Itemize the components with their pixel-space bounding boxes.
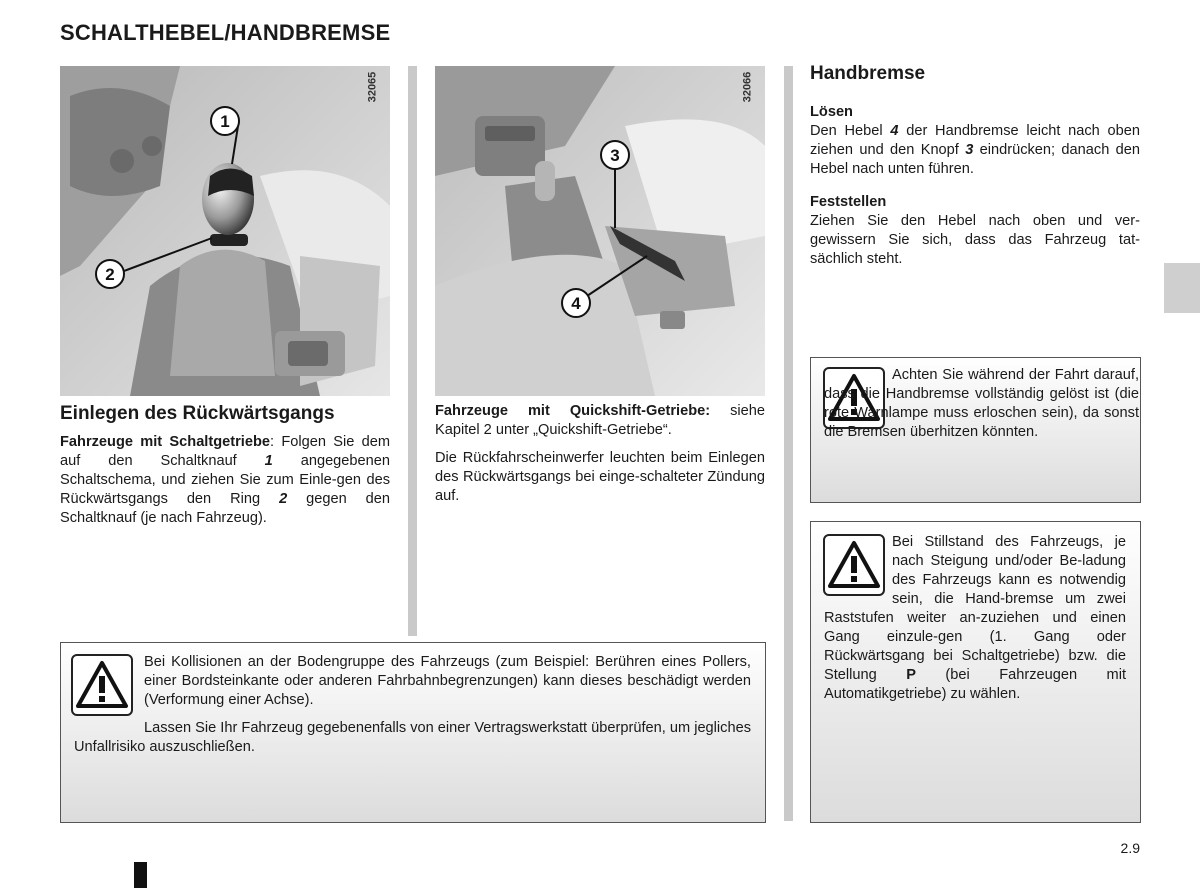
callout-2: 2 [105, 265, 115, 284]
warning-box-driving [810, 357, 1141, 503]
image-code-left: 32065 [366, 71, 379, 103]
ref-button-3: 3 [965, 142, 974, 158]
page-number: 2.9 [1120, 840, 1140, 856]
reverse-gear-heading: Einlegen des Rückwärtsgangs [60, 403, 335, 424]
gear-lever-photo [60, 66, 390, 396]
warning-box-collision [60, 642, 766, 823]
warning-collision-text [74, 653, 751, 757]
release-text-part-1: Den Hebel [810, 123, 891, 139]
quickshift-body: siehe Kapitel 2 unter „Quickshift-Getriebe“. [435, 403, 765, 438]
warning-collision-body-1: Bei Kollisionen an der Bodengruppe des Fahrzeugs (zum Beispiel: Berühren eines Pollers, einer Bordsteinkante oder anderen Fahrbahnbegrenzungen) kann dieses beschädigt werden (Verformung einer Achse). [144, 654, 751, 708]
reverse-lights-text: Die Rückfahrscheinwerfer leuchten beim Einlegen des Rückwärtsgangs bei einge-schalteter Zündung auf. [435, 450, 765, 504]
callout-1: 1 [220, 112, 230, 131]
quickshift-lead: Fahrzeuge mit Quickshift-Getriebe: [435, 403, 711, 419]
ref-ring-2: 2 [279, 491, 288, 507]
warning-driving-text [824, 366, 1139, 442]
page-edge-marker [134, 862, 147, 888]
ref-lever-4: 4 [890, 123, 899, 139]
gear-position-p: P [906, 667, 916, 683]
warning-box-standstill [810, 521, 1141, 823]
column-divider-right [784, 66, 793, 821]
manual-text-part-3: gegen den Schaltknauf (je nach Fahrzeug). [60, 491, 390, 526]
apply-label: Feststellen [810, 194, 887, 210]
handbrake-photo [435, 66, 765, 396]
image-code-middle: 32066 [741, 71, 754, 103]
warning-standstill-text [824, 533, 1126, 704]
release-text-part-2: der Handbremse leicht nach oben ziehen und den Knopf [810, 123, 1140, 158]
warning-collision-body-2: Lassen Sie Ihr Fahrzeug gegebenenfalls von einer Vertragswerkstatt überprüfen, um jegliches Unfallrisiko auszuschließen. [74, 720, 751, 755]
manual-gearbox-lead: Fahrzeuge mit Schaltgetriebe [60, 434, 270, 450]
handbrake-text [810, 103, 1140, 278]
manual-text-part-2: angegebenen Schaltschema, und ziehen Sie zum Einle-gen des Rückwärtsgangs den Ring [60, 453, 390, 507]
chapter-tab [1164, 263, 1200, 313]
warning-standstill-body-1: Bei Stillstand des Fahrzeugs, je nach Steigung und/oder Be-ladung des Fahrzeugs kann es notwendig sein, die Hand-bremse um zwei Raststufen weiter an-zuziehen und einen Gang einzule-gen (1. Gang oder Rückwärtsgang bei Schaltgetriebe) bzw. die Stellung [824, 534, 1126, 683]
quickshift-text [435, 402, 765, 515]
apply-text: Ziehen Sie den Hebel nach oben und ver-gewissern Sie sich, dass das Fahrzeug tat-sächlich steht. [810, 213, 1140, 267]
callout-4: 4 [571, 294, 581, 313]
manual-text-part-1: : Folgen Sie dem auf den Schaltknauf [60, 434, 390, 469]
ref-knob-1: 1 [264, 453, 273, 469]
warning-driving-body: Achten Sie während der Fahrt darauf, dass die Handbremse vollständig gelöst ist (die rote Warnlampe muss erloschen sein), da sonst die Bremsen überhitzen könnten. [824, 367, 1139, 440]
release-text-part-3: eindrücken; danach den Hebel nach unten führen. [810, 142, 1140, 177]
reverse-gear-manual-text [60, 433, 390, 537]
column-divider-left [408, 66, 417, 636]
warning-standstill-body-2: (bei Fahrzeugen mit Automatikgetriebe) zu wählen. [824, 667, 1126, 702]
release-label: Lösen [810, 104, 853, 120]
callout-3: 3 [610, 146, 620, 165]
handbrake-heading: Handbremse [810, 63, 926, 84]
page-title: SCHALTHEBEL/HANDBREMSE [60, 20, 391, 45]
